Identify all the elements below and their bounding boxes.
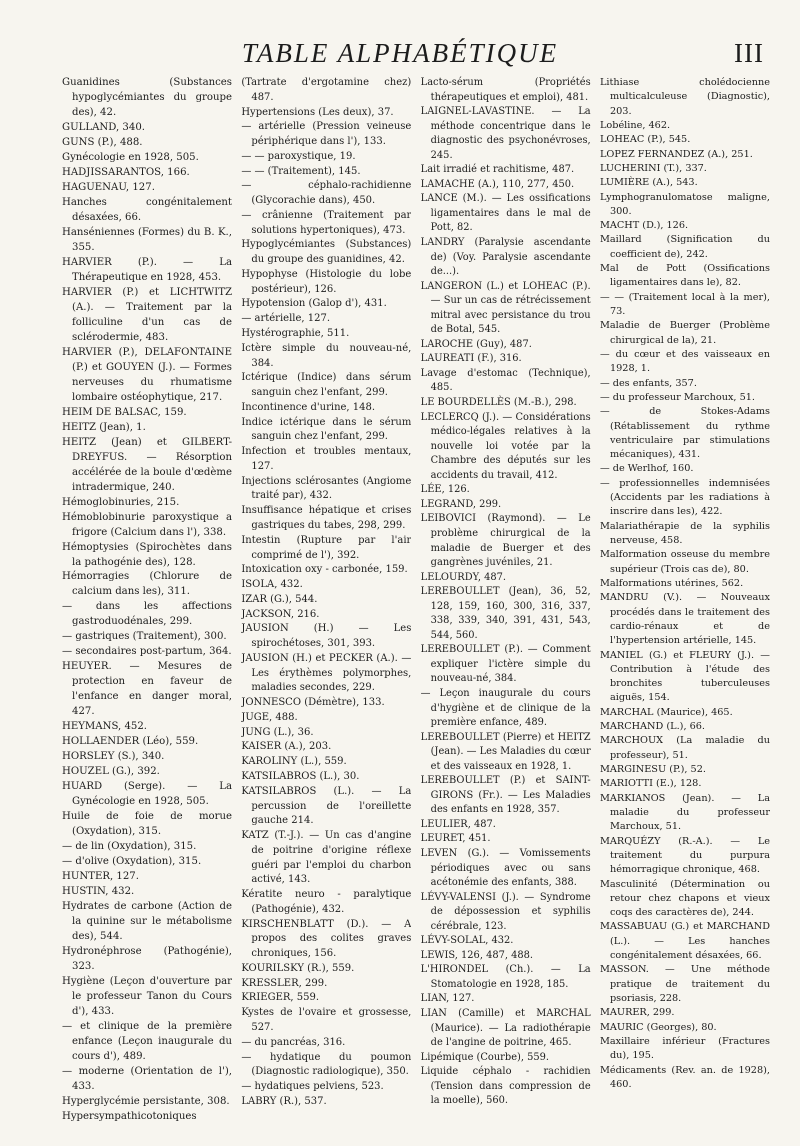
index-entry: — — paroxystique, 19.: [241, 150, 356, 162]
index-entry: Hypotension (Galop d'), 431.: [241, 298, 387, 310]
index-entry: Ictère simple du nouveau-né, 384.: [241, 342, 412, 369]
index-entry: LEREBOULLET (Jean), 36, 52, 128, 159, 160, 300, 316, 337, 338, 339, 340, 391, 431, 543, 544, 560.: [420, 586, 591, 641]
index-entry: KATSILABROS (L.). — La percussion de l'oreillette gauche 214.: [241, 785, 412, 827]
index-entry: Hanches congénitalement désaxées, 66.: [62, 196, 232, 223]
index-entry: LEULIER, 487.: [420, 818, 496, 830]
index-entry: JAUSION (H.) et PECKER (A.). — Les érythèmes polymorphes, maladies secondes, 229.: [241, 652, 412, 694]
index-entry: Kératite neuro - paralytique (Pathogénie), 432.: [241, 889, 412, 915]
index-entry: Liquide céphalo - rachidien (Tension dans compression de la moelle), 560.: [420, 1066, 591, 1107]
index-column-2: [241, 76, 411, 1134]
index-entry: ISOLA, 432.: [241, 579, 303, 591]
index-entry: Intoxication oxy - carbonée, 159.: [241, 564, 408, 576]
index-entry: Masculinité (Détermination ou retour chez chapons et vieux coqs des caractères de), 244.: [599, 878, 770, 919]
index-entry: HEIM DE BALSAC, 159.: [62, 406, 187, 418]
index-entry: HUNTER, 127.: [62, 871, 139, 883]
page-number: III: [734, 38, 764, 68]
index-entry: Huile de foie de morue (Oxydation), 315.: [62, 811, 232, 838]
index-entry: HEUYER. — Mesures de protection en faveur de l'enfance en danger moral, 427.: [62, 661, 232, 718]
index-entry: — gastriques (Traitement), 300.: [62, 631, 227, 643]
index-entry: LÉE, 126.: [420, 484, 470, 496]
index-entry: Ictérique (Indice) dans sérum sanguin chez l'enfant, 299.: [241, 372, 412, 399]
index-entry: — moderne (Orientation de l'), 433.: [62, 1065, 232, 1092]
index-entry: — hydatique du poumon (Diagnostic radiologique), 350.: [241, 1051, 412, 1078]
index-entry: JUGE, 488.: [241, 711, 298, 723]
index-entry: HEITZ (Jean) et GILBERT-DREYFUS. — Résorption accélérée de la boule d'œdème intradermique, 240.: [62, 436, 232, 493]
index-entry: LEREBOULLET (P.) et SAINT-GIRONS (Fr.). — Les Maladies des enfants en 1928, 357.: [420, 775, 591, 816]
index-entry: Hémorragies (Chlorure de calcium dans les), 311.: [62, 571, 232, 598]
index-entry: Incontinence d'urine, 148.: [241, 401, 376, 413]
index-entry: LANGERON (L.) et LOHEAC (P.). — Sur un cas de rétrécissement mitral avec persistance du trou de Botal, 545.: [420, 280, 591, 336]
index-entry: MAURER, 299.: [599, 1007, 675, 1019]
index-entry: MACHT (D.), 126.: [599, 220, 689, 232]
index-entry: — crânienne (Traitement par solutions hypertoniques), 473.: [241, 209, 412, 236]
index-entry: Malariathérapie de la syphilis nerveuse, 458.: [599, 520, 770, 546]
index-entry: — des enfants, 357.: [599, 377, 697, 389]
index-entry: JONNESCO (Démètre), 133.: [241, 697, 385, 709]
index-entry: MASSON. — Une méthode pratique de traitement du psoriasis, 228.: [599, 964, 770, 1004]
index-entry: KAISER (A.), 203.: [241, 741, 332, 753]
index-columns: [62, 76, 770, 1134]
index-entry: Insuffisance hépatique et crises gastriques du tabes, 298, 299.: [241, 505, 412, 531]
index-entry: LEURET, 451.: [420, 833, 491, 845]
index-entry: LUMIÈRE (A.), 543.: [599, 177, 698, 189]
index-entry: HARVIER (P.) et LICHTWITZ (A.). — Traitement par la folliculine d'un cas de sclérodermie, 483.: [62, 286, 232, 343]
index-entry: — — (Traitement), 145.: [241, 165, 361, 177]
index-entry: HARVIER (P.), DELAFONTAINE (P.) et GOUYEN (J.). — Formes nerveuses du rhumatisme lombaire ostéophytique, 217.: [62, 346, 232, 403]
index-entry: HEYMANS, 452.: [62, 721, 147, 733]
index-entry: HUSTIN, 432.: [62, 886, 135, 898]
index-entry: Lithiase cholédocienne multicalculeuse (Diagnostic), 203.: [599, 77, 770, 117]
index-entry: Hanséniennes (Formes) du B. K., 355.: [62, 226, 232, 253]
index-entry: — du pancréas, 316.: [241, 1036, 346, 1048]
index-entry: Intestin (Rupture par l'air comprimé de l'), 392.: [241, 534, 412, 561]
index-entry: HOLLAENDER (Léo), 559.: [62, 736, 199, 748]
index-entry: Lacto-sérum (Propriétés thérapeutiques et emploi), 481.: [420, 77, 591, 103]
index-entry: — céphalo-rachidienne (Glycorachie dans), 450.: [241, 180, 412, 207]
index-entry: LEWIS, 126, 487, 488.: [420, 949, 534, 961]
index-entry: Maxillaire inférieur (Fractures du), 195.: [599, 1035, 770, 1062]
index-entry: Hystérographie, 511.: [241, 328, 350, 340]
index-entry: Hypoglycémiantes (Substances) du groupe des guanidines, 42.: [241, 239, 412, 266]
index-entry: LANCE (M.). — Les ossifications ligamentaires dans le mal de Pott, 82.: [420, 193, 591, 234]
index-entry: LAUREATI (F.), 316.: [420, 353, 522, 365]
index-entry: KRIEGER, 559.: [241, 992, 320, 1004]
index-entry: KIRSCHENBLATT (D.). — A propos des colites graves chroniques, 156.: [241, 918, 412, 960]
index-entry: — artérielle, 127.: [241, 313, 331, 325]
index-entry: HADJISSARANTOS, 166.: [62, 166, 190, 178]
index-entry: — secondaires post-partum, 364.: [62, 646, 232, 658]
index-entry: MARIOTTI (E.), 128.: [599, 778, 702, 790]
index-entry: — — (Traitement local à la mer), 73.: [599, 291, 770, 317]
index-entry: LÉVY-VALENSI (J.). — Syndrome de dépossession et syphilis cérébrale, 123.: [420, 891, 591, 932]
index-entry: Hyperglycémie persistante, 308.: [62, 1095, 230, 1107]
index-entry: HOUZEL (G.), 392.: [62, 766, 160, 778]
index-entry: — de Werlhof, 160.: [599, 463, 694, 475]
index-entry: LAROCHE (Guy), 487.: [420, 338, 532, 350]
index-entry: — du cœur et des vaisseaux en 1928, 1.: [599, 348, 770, 375]
index-entry: LEGRAND, 299.: [420, 498, 502, 510]
page-header: [0, 38, 800, 78]
index-entry: L'HIRONDEL (Ch.). — La Stomatologie en 1928, 185.: [420, 964, 591, 990]
index-entry: MARCHAL (Maurice), 465.: [599, 706, 733, 718]
index-entry: Hygiène (Leçon d'ouverture par le professeur Tanon du Cours d'), 433.: [62, 976, 232, 1018]
index-entry: LOHEAC (P.), 545.: [599, 134, 691, 146]
index-entry: Injections sclérosantes (Angiome traité par), 432.: [241, 475, 412, 502]
index-entry: KOURILSKY (R.), 559.: [241, 962, 355, 974]
index-entry: — artérielle (Pression veineuse périphérique dans l'), 133.: [241, 121, 412, 148]
index-entry: MASSABUAU (G.) et MARCHAND (L.). — Les hanches congénitalement désaxées, 66.: [599, 921, 770, 962]
index-entry: — de Stokes-Adams (Rétablissement du rythme ventriculaire par stimulations mécaniques), 431.: [599, 406, 770, 461]
index-entry: LE BOURDELLÈS (M.-B.), 298.: [420, 397, 577, 409]
index-entry: LEIBOVICI (Raymond). — Le problème chirurgical de la maladie de Buerger et des gangrènes juvéniles, 21.: [420, 513, 591, 569]
index-entry: KATZ (T.-J.). — Un cas d'angine de poitrine d'origine réflexe guéri par l'emploi du charbon activé, 143.: [241, 830, 412, 886]
index-entry: MARCHOUX (La maladie du professeur), 51.: [599, 735, 770, 761]
index-entry: KAROLINY (L.), 559.: [241, 756, 347, 768]
index-entry: Lavage d'estomac (Technique), 485.: [420, 367, 591, 394]
index-entry: MARCHAND (L.), 66.: [599, 721, 706, 733]
index-entry: IZAR (G.), 544.: [241, 593, 318, 605]
index-entry: JUNG (L.), 36.: [241, 726, 314, 738]
index-entry: LECLERCQ (J.). — Considérations médico-légales relatives à la nouvelle loi votée par la Chambre des députés sur les accidents du travail, 412.: [420, 411, 591, 481]
index-entry: — d'olive (Oxydation), 315.: [62, 856, 202, 868]
index-entry: LEVEN (G.). — Vomissements périodiques avec ou sans acétonémie des enfants, 388.: [420, 847, 591, 889]
index-entry: — hydatiques pelviens, 523.: [241, 1081, 384, 1093]
index-entry: HEITZ (Jean), 1.: [62, 421, 146, 433]
index-entry: MARGINESU (P.), 52.: [599, 764, 706, 775]
index-column-1: [62, 76, 232, 1134]
index-entry: Malformations utérines, 562.: [599, 577, 744, 589]
index-entry: Malformation osseuse du membre supérieur (Trois cas de), 80.: [599, 549, 770, 575]
index-entry: LABRY (R.), 537.: [241, 1095, 327, 1107]
index-entry: Maillard (Signification du coefficient de), 242.: [599, 234, 770, 260]
index-entry: MARQUÉZY (R.-A.). — Le traitement du purpura hémorragique chronique, 468.: [599, 835, 770, 876]
index-entry: MANIEL (G.) et FLEURY (J.). — Contribution à l'étude des bronchites tuberculeuses aiguës, 154.: [599, 649, 770, 704]
index-entry: Guanidines (Substances hypoglycémiantes du groupe des), 42.: [62, 77, 232, 118]
index-column-3: [421, 76, 591, 1134]
index-entry: Lipémique (Courbe), 559.: [420, 1051, 550, 1063]
index-column-4: [600, 76, 770, 1134]
index-entry: MANDRU (V.). — Nouveaux procédés dans le traitement des cardio-rénaux et de l'hypertension artérielle, 145.: [599, 592, 770, 647]
index-entry: — et clinique de la première enfance (Leçon inaugurale du cours d'), 489.: [62, 1021, 232, 1062]
index-entry: Indice ictérique dans le sérum sanguin chez l'enfant, 299.: [241, 416, 412, 443]
index-entry: JAUSION (H.) — Les spirochétoses, 301, 393.: [241, 623, 412, 650]
index-entry: LOPEZ FERNANDEZ (A.), 251.: [599, 148, 753, 160]
index-entry: KATSILABROS (L.), 30.: [241, 770, 360, 782]
index-entry: Gynécologie en 1928, 505.: [62, 151, 199, 163]
index-entry: GULLAND, 340.: [62, 121, 145, 133]
index-entry: HORSLEY (S.), 340.: [62, 751, 165, 763]
index-entry: — de lin (Oxydation), 315.: [62, 841, 197, 853]
index-entry: Maladie de Buerger (Problème chirurgical de la), 21.: [599, 320, 770, 346]
index-entry: Hydronéphrose (Pathogénie), 323.: [62, 946, 232, 973]
index-entry: LÉVY-SOLAL, 432.: [420, 935, 514, 947]
index-entry: Infection et troubles mentaux, 127.: [241, 446, 412, 472]
index-entry: Hémoptysies (Spirochètes dans la pathogénie des), 128.: [62, 541, 232, 568]
index-entry: Hémoblobinurie paroxystique a frigore (Calcium dans l'), 338.: [62, 511, 232, 538]
index-entry: LEREBOULLET (Pierre) et HEITZ (Jean). — Les Maladies du cœur et des vaisseaux en 1928, 1.: [420, 731, 591, 772]
index-entry: — professionnelles indemnisées (Accidents par les radiations à inscrire dans les), 422.: [599, 477, 770, 518]
index-entry: — Leçon inaugurale du cours d'hygiène et de clinique de la première enfance, 489.: [420, 687, 591, 729]
index-entry: HARVIER (P.). — La Thérapeutique en 1928, 453.: [62, 256, 232, 283]
index-entry: LELOURDY, 487.: [420, 571, 506, 583]
index-entry: — dans les affections gastroduodénales, 299.: [62, 601, 232, 628]
index-entry: HUARD (Serge). — La Gynécologie en 1928, 505.: [62, 781, 232, 808]
index-entry: LIAN, 127.: [420, 993, 475, 1005]
index-entry: HAGUENAU, 127.: [62, 181, 155, 193]
page-title: TABLE ALPHABÉTIQUE: [241, 38, 559, 68]
index-entry: — du professeur Marchoux, 51.: [599, 391, 755, 403]
index-entry: KRESSLER, 299.: [241, 977, 328, 989]
index-entry: Lobéline, 462.: [599, 119, 671, 131]
index-entry: Mal de Pott (Ossifications ligamentaires dans le), 82.: [599, 263, 770, 289]
index-entry: Hémoglobinuries, 215.: [62, 496, 180, 508]
index-entry: Kystes de l'ovaire et grossesse, 527.: [241, 1007, 412, 1033]
index-entry: LUCHERINI (T.), 337.: [599, 162, 707, 174]
index-entry: MARKIANOS (Jean). — La maladie du professeur Marchoux, 51.: [599, 792, 770, 833]
index-entry: Hydrates de carbone (Action de la quinine sur le métabolisme des), 544.: [62, 901, 232, 943]
index-entry: GUNS (P.), 488.: [62, 136, 143, 148]
index-entry: LAIGNEL-LAVASTINE. — La méthode concentrique dans le diagnostic des psychonévroses, 245.: [420, 106, 591, 161]
index-entry: LEREBOULLET (P.). — Comment expliquer l'ictère simple du nouveau-né, 384.: [420, 644, 591, 685]
index-entry: Hypertensions (Les deux), 37.: [241, 106, 394, 118]
index-entry: Lait irradié et rachitisme, 487.: [420, 164, 575, 176]
index-entry: LANDRY (Paralysie ascendante de) (Voy. Paralysie ascendante de...).: [420, 237, 591, 278]
index-entry: MAURIC (Georges), 80.: [599, 1021, 717, 1033]
index-entry: Hypersympathicotoniques: [62, 1110, 197, 1122]
index-entry: LAMACHE (A.), 110, 277, 450.: [420, 178, 575, 190]
index-entry: (Tartrate d'ergotamine chez) 487.: [241, 77, 412, 103]
index-entry: Médicaments (Rev. an. de 1928), 460.: [599, 1064, 770, 1090]
index-entry: LIAN (Camille) et MARCHAL (Maurice). — La radiothérapie de l'angine de poitrine, 465.: [420, 1008, 591, 1049]
index-entry: JACKSON, 216.: [241, 608, 320, 620]
index-entry: Lymphogranulomatose maligne, 300.: [599, 191, 770, 217]
index-entry: Hypophyse (Histologie du lobe postérieur), 126.: [241, 268, 412, 295]
